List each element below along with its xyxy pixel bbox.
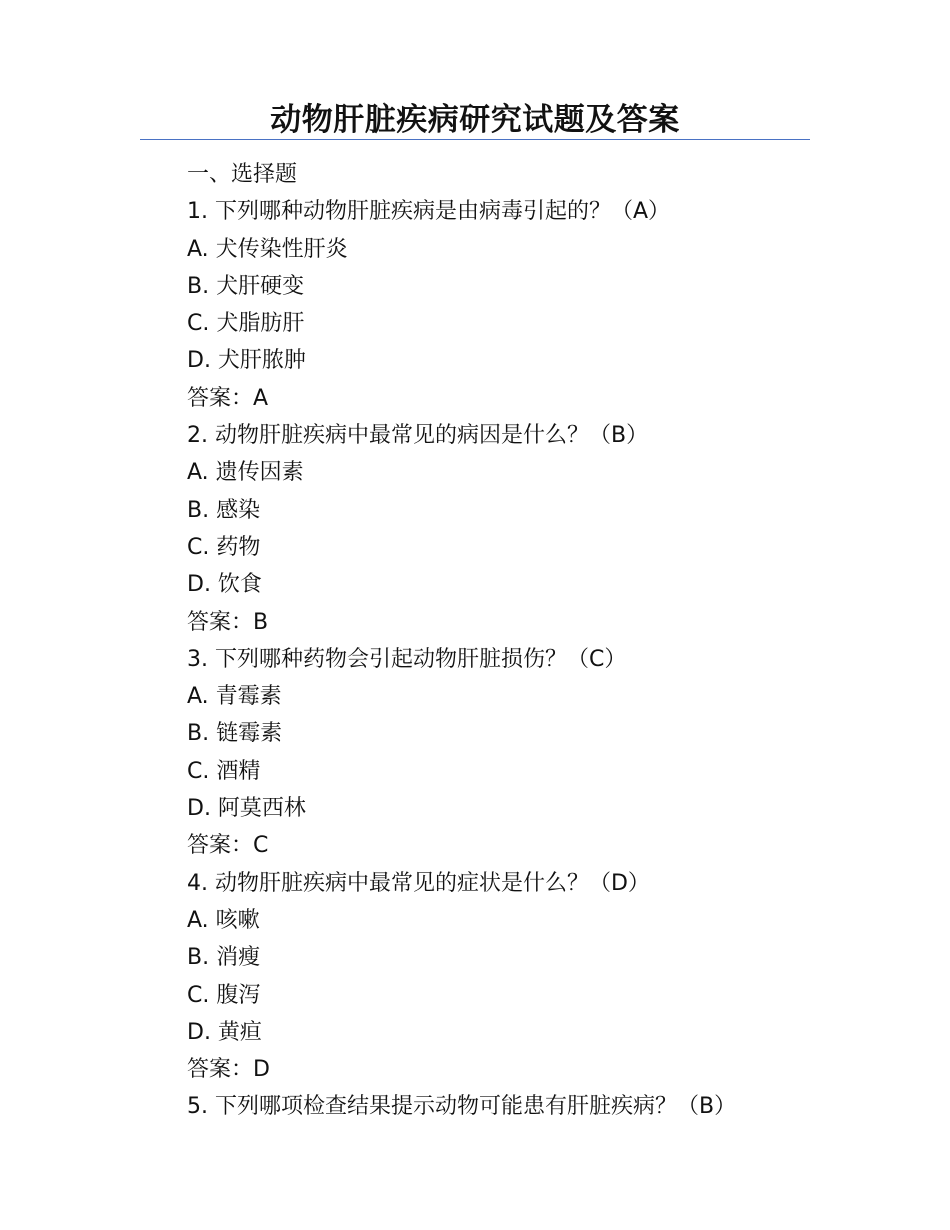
- option-c: C. 酒精: [187, 758, 261, 784]
- option-d: D. 黄疸: [187, 1019, 262, 1045]
- option-a: A. 咳嗽: [187, 907, 260, 933]
- question-text: 5. 下列哪项检查结果提示动物可能患有肝脏疾病？（B）: [187, 1094, 737, 1120]
- option-d: D. 阿莫西林: [187, 796, 306, 822]
- option-c: C. 药物: [187, 534, 261, 560]
- option-c: C. 腹泻: [187, 982, 261, 1008]
- question-text: 3. 下列哪种药物会引起动物肝脏损伤？（C）: [187, 646, 627, 672]
- question-block-3: [187, 641, 887, 865]
- option-b: B. 消瘦: [187, 945, 261, 971]
- title-underline: [140, 139, 810, 140]
- answer-text: 答案：A: [187, 385, 269, 411]
- option-a: A. 青霉素: [187, 684, 282, 710]
- question-text: 1. 下列哪种动物肝脏疾病是由病毒引起的？（A）: [187, 199, 671, 225]
- question-block-2: [187, 417, 887, 641]
- document-body: [187, 156, 887, 1126]
- option-a: A. 遗传因素: [187, 460, 304, 486]
- answer-text: 答案：C: [187, 833, 269, 859]
- question-block-5: [187, 1088, 887, 1125]
- answer-text: 答案：B: [187, 609, 269, 635]
- question-block-4: [187, 865, 887, 1089]
- option-b: B. 感染: [187, 497, 261, 523]
- option-b: B. 犬肝硬变: [187, 273, 305, 299]
- question-text: 2. 动物肝脏疾病中最常见的病因是什么？（B）: [187, 423, 649, 449]
- option-c: C. 犬脂肪肝: [187, 311, 305, 337]
- section-heading: 一、选择题: [187, 162, 298, 187]
- option-d: D. 饮食: [187, 572, 262, 598]
- option-b: B. 链霉素: [187, 721, 283, 747]
- option-a: A. 犬传染性肝炎: [187, 236, 348, 262]
- question-text: 4. 动物肝脏疾病中最常见的症状是什么？（D）: [187, 870, 650, 896]
- document-title: 动物肝脏疾病研究试题及答案: [270, 102, 680, 138]
- answer-text: 答案：D: [187, 1057, 270, 1083]
- option-d: D. 犬肝脓肿: [187, 348, 306, 374]
- question-block-1: [187, 193, 887, 417]
